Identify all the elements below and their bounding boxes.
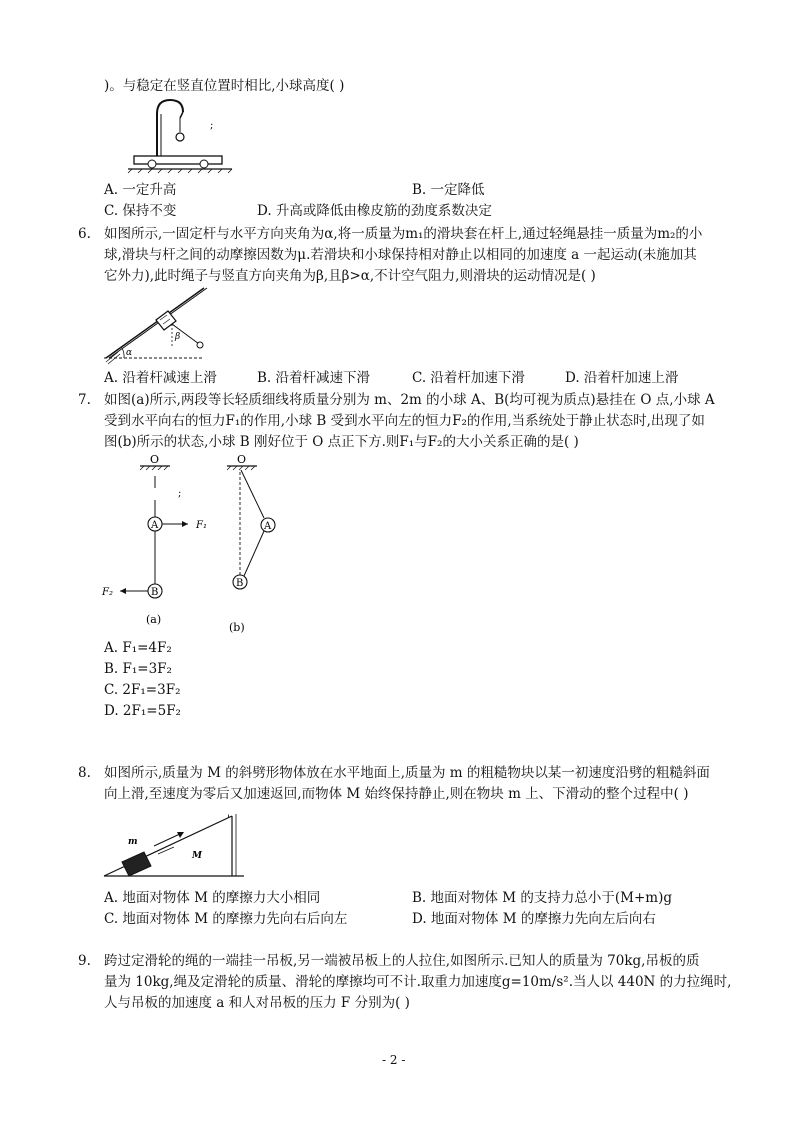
svg-text:': ' [227, 814, 230, 825]
q7b-ball-a-label: A [264, 521, 272, 532]
q8-big-m-label: M [192, 851, 202, 861]
svg-text:;: ; [210, 120, 214, 131]
q7-figure-b [215, 452, 295, 637]
q8-stem-line1: 如图所示,质量为 M 的斜劈形物体放在水平地面上,质量为 m 的粗糙物块以某一初速度沿劈的粗糙斜面 [104, 765, 710, 781]
q5-option-d[interactable]: D. 升高或降低由橡皮筋的劲度系数决定 [257, 203, 492, 219]
q7a-caption: (a) [146, 613, 162, 626]
q8-m-label: m [128, 837, 138, 847]
q7-stem-line1: 如图(a)所示,两段等长轻质细线将质量分别为 m、2m 的小球 A、B(均可视为质点)悬挂在 O 点,小球 A [104, 392, 715, 408]
q8-option-c[interactable]: C. 地面对物体 M 的摩擦力先向右后向左 [104, 911, 348, 927]
q5-stem-tail: )。与稳定在竖直位置时相比,小球高度( ) [104, 78, 345, 94]
q7b-o-label: O [237, 453, 247, 466]
q8-figure [104, 810, 254, 882]
q8-option-a[interactable]: A. 地面对物体 M 的摩擦力大小相同 [104, 890, 321, 906]
q7a-f2-label: F₂ [102, 587, 113, 598]
q7a-f1-label: F₁ [196, 520, 207, 531]
q6-beta-label: β [175, 332, 181, 342]
q5-option-c[interactable]: C. 保持不变 [104, 203, 177, 219]
q8-stem-line2: 向上滑,至速度为零后又加速返回,而物体 M 始终保持静止,则在物块 m 上、下滑动的整个过程中( ) [104, 786, 689, 802]
q6-stem-line2: 球,滑块与杆之间的动摩擦因数为μ.若滑块和小球保持相对静止以相同的加速度 a 一起运动(未施加其 [104, 247, 697, 263]
q7-option-b[interactable]: B. F₁=3F₂ [104, 661, 172, 677]
q8-option-b[interactable]: B. 地面对物体 M 的支持力总小于(M+m)g [412, 890, 673, 906]
q7-stem-line3: 图(b)所示的状态,小球 B 刚好位于 O 点正下方.则F₁与F₂的大小关系正确的是( ) [104, 434, 579, 450]
q8-number: 8. [78, 765, 91, 781]
q9-number: 9. [78, 953, 91, 969]
q9-stem-line1: 跨过定滑轮的绳的一端挂一吊板,另一端被吊板上的人拉住,如图所示.已知人的质量为 70kg,吊板的质 [104, 953, 700, 969]
q5-option-a[interactable]: A. 一定升高 [104, 182, 177, 198]
svg-text:;: ; [178, 488, 182, 499]
q8-option-d[interactable]: D. 地面对物体 M 的摩擦力先向左后向右 [412, 911, 656, 927]
q7-option-d[interactable]: D. 2F₁=5F₂ [104, 703, 181, 719]
q6-option-c[interactable]: C. 沿着杆加速下滑 [412, 370, 525, 386]
q6-figure [104, 286, 214, 362]
q6-option-a[interactable]: A. 沿着杆减速上滑 [104, 370, 217, 386]
q6-alpha-label: α [126, 348, 133, 358]
q6-stem-line1: 如图所示,一固定杆与水平方向夹角为α,将一质量为m₁的滑块套在杆上,通过轻绳悬挂一质量为m₂的小 [104, 226, 703, 242]
page-number: - 2 - [382, 1053, 406, 1067]
q7-option-c[interactable]: C. 2F₁=3F₂ [104, 682, 181, 698]
q5-figure [128, 92, 238, 172]
q6-option-b[interactable]: B. 沿着杆减速下滑 [257, 370, 371, 386]
q7-stem-line2: 受到水平向右的恒力F₁的作用,小球 B 受到水平向左的恒力F₂的作用,当系统处于静止状态时,出现了如 [104, 413, 705, 429]
q9-stem-line3: 人与吊板的加速度 a 和人对吊板的压力 F 分别为( ) [104, 995, 410, 1011]
q7a-ball-b-label: B [151, 587, 159, 598]
q7a-o-label: O [150, 453, 160, 466]
q6-number: 6. [78, 226, 91, 242]
q9-stem-line2: 量为 10kg,绳及定滑轮的质量、滑轮的摩擦均可不计.取重力加速度g=10m/s².当人以 440N 的力拉绳时, [104, 974, 732, 990]
q7-option-a[interactable]: A. F₁=4F₂ [104, 640, 172, 656]
q7-number: 7. [78, 392, 91, 408]
q7b-ball-b-label: B [236, 578, 244, 589]
q6-stem-line3: 它外力),此时绳子与竖直方向夹角为β,且β>α,不计空气阻力,则滑块的运动情况是( ) [104, 268, 596, 284]
q5-option-b[interactable]: B. 一定降低 [412, 182, 485, 198]
q6-option-d[interactable]: D. 沿着杆加速上滑 [565, 370, 679, 386]
q7-figure-a [100, 452, 210, 632]
q7b-caption: (b) [229, 621, 245, 634]
q7a-ball-a-label: A [151, 520, 159, 531]
